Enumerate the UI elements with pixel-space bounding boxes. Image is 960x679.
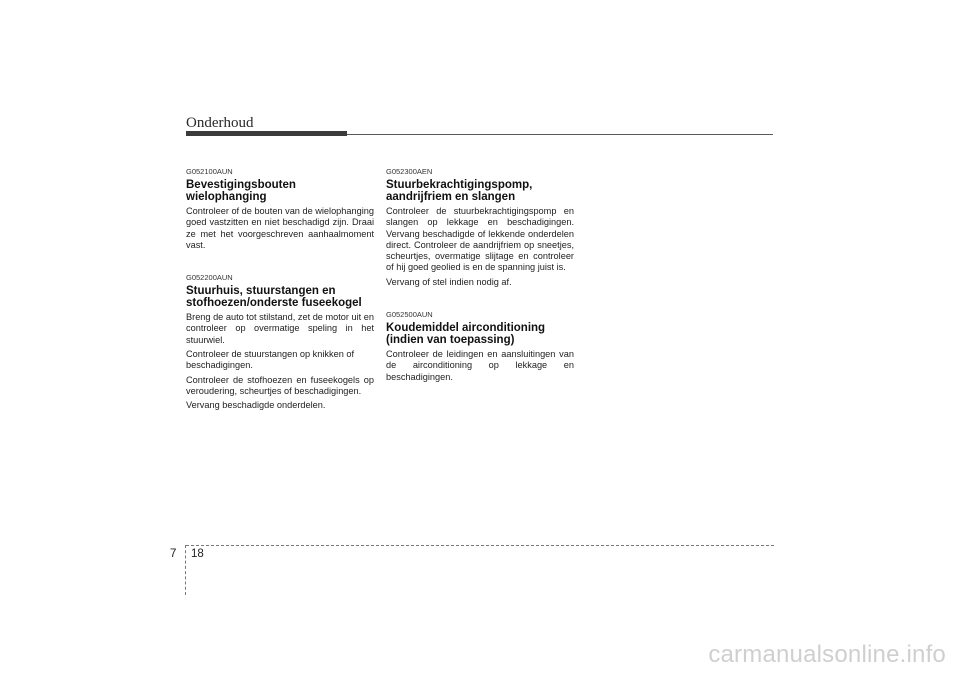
section-wheel-bolts	[186, 167, 374, 251]
left-column	[186, 167, 374, 434]
section-power-steering	[386, 167, 574, 288]
section-heading: Stuurbekrachtigingspomp, aandrijfriem en slangen	[386, 179, 533, 203]
section-heading: Bevestigingsbouten wielophanging	[186, 179, 296, 203]
section-code: G052200AUN	[186, 273, 233, 283]
section-code: G052100AUN	[186, 167, 233, 176]
section-paragraph: Controleer of de bouten van de wielophanging goed vastzitten en niet beschadigd zijn. Draai ze met het voorgeschreven aanhaalmoment vast.	[186, 206, 374, 250]
section-heading: Stuurhuis, stuurstangen en stofhoezen/onderste fuseekogel	[186, 285, 362, 310]
footer-divider	[185, 545, 186, 595]
section-paragraph: Vervang beschadigde onderdelen.	[186, 400, 326, 411]
section-steering	[186, 273, 374, 411]
section-heading: Koudemiddel airconditioning (indien van toepassing)	[386, 322, 546, 347]
footer-rule	[186, 545, 774, 546]
chapter-number: 7	[170, 548, 177, 560]
section-paragraph: Controleer de stuurstangen op knikken of beschadigingen.	[186, 349, 355, 371]
section-code: G052300AEN	[386, 167, 433, 176]
page-number: 18	[191, 548, 204, 560]
header-rule	[347, 134, 773, 135]
watermark: carmanualsonline.info	[708, 641, 946, 668]
section-paragraph: Controleer de stuurbekrachtigingspomp en slangen op lekkage en beschadigingen. Vervang beschadigde of lekkende onderdelen direct. Controleer de aandrijfriem op sneetjes, scheurtjes, overmatige slijtage en controleer of hij goed geolied is en de spanning juist is.	[386, 206, 574, 273]
section-paragraph: Breng de auto tot stilstand, zet de motor uit en controleer op overmatige speling in het stuurwiel.	[186, 312, 374, 345]
header-bar	[186, 131, 347, 136]
section-code: G052500AUN	[386, 310, 433, 320]
section-paragraph: Vervang of stel indien nodig af.	[386, 276, 512, 287]
section-air-conditioning	[386, 310, 574, 383]
section-paragraph: Controleer de leidingen en aansluitingen van de airconditioning op lekkage en beschadigingen.	[386, 349, 574, 382]
section-paragraph: Controleer de stofhoezen en fuseekogels op veroudering, scheurtjes of beschadigingen.	[186, 374, 374, 396]
page-title: Onderhoud	[186, 115, 254, 131]
right-column	[386, 167, 574, 405]
